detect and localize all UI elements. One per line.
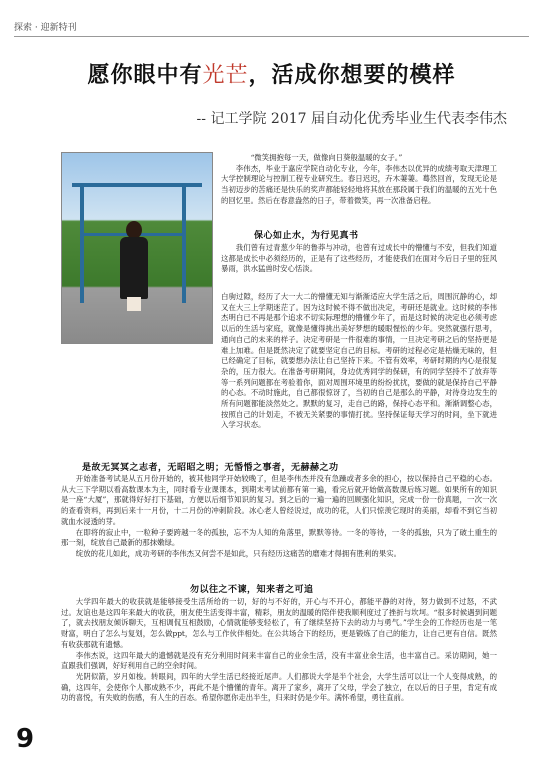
title-highlight: 光芒 (202, 63, 249, 88)
section-header: 探索 · 迎新特刊 (14, 23, 77, 33)
paragraph: 李伟杰说，这四年最大的遗憾就是没有充分利用时间来丰富自己的业余生活，没有丰富业余生活，也丰富自己。采访期间，她一直跟我们强调，好好利用自己的空余时间。 (61, 650, 497, 671)
title-part1: 愿你眼中有 (87, 63, 203, 88)
article-title (0, 58, 543, 89)
intro-paragraph: 李伟杰，毕业于嘉应学院自动化专业，今年，李伟杰以优异的成绩考取天津理工大学控制理论与控制工程专业研究生。春日迟迟，卉木萋萋。蓦然回首，发现无论是当初迈步的苦痛还是快乐的奖声都能轻轻地将其放在那段属于我们的温暖的五光十色的回忆里。然后在春意盎然的日子，带着微笑，再一次准备启程。 (221, 163, 497, 205)
paragraph: 我们曾有过青葱少年的鲁莽与冲动，也曾有过成长中的懵懂与不安，但我们知道这都是成长中必须经历的，正是有了这些经历，才能使我们在面对今后日子里的狂风暴雨，洪水猛兽时安心恬淡。 (221, 243, 497, 274)
byline: -- 记工学院 2017 届自动化优秀毕业生代表李伟杰 (196, 111, 507, 127)
section3-text (61, 597, 497, 704)
subheading-2: 是故无冥冥之志者，无昭昭之明；无惛惛之事者，无赫赫之功 (82, 463, 339, 473)
paragraph: 开始准备考试是从五月份开始的，被其他同学开始较晚了，但是李伟杰并没有急躁或者多余的担心，按以保持自己平稳的心态。从大三下学期以看高数课本为主，同时看专业课课本，到期末考试前都有第一遍，看完后就开始做高数课后练习题。如果所有的知识是一座“大厦”，那就得好好打下基础，方便以后细节知识的复习。到之后的一遍一遍的回顾强化知识，完成一份一份真题，一次一次的查看资料，再到后来十一月份，十二月份的冲刺阶段。冰心老人曾经说过，成功的花，人们只惊羡它现时的美丽，却看不到它当初就血水浸透的芽。 (61, 474, 497, 526)
header-rule (14, 36, 529, 37)
intro-quote: “微笑拥抱每一天，做像向日葵般温暖的女子。” (250, 153, 403, 162)
paragraph: 光阴似箭，岁月如梭。转眼间，四年的大学生活已经接近尾声。人们都说大学是半个社会，大学生活可以让一个人变得成熟，的确，这四年，会使你个人都成熟不少，再此不是个懵懂的青年。离开了家乡，离开了父母，学会了独立，在以后的日子里，肯定有成功的喜悦，有失败的伤感，有人生的百态。希望你愿你走出半生，归来时仍是少年。满怀希望，勇往直前。 (61, 671, 497, 703)
paragraph: 白驹过隙，经历了大一大二的懵懂无知与渐渐适应大学生活之后，周围沉静的心，却又在大三上学期迷茫了。因为这时候不得不做出决定，考研还是就业。这时候的李伟杰明白已不再是那个追求不切实际理想的懵懂少年了，而是这时候的决定也必须考虑以后的生活与家庭，就像是懂得挑出美好梦想的暖眼惺忪的少年。突然就强行思考，通向自己的未来的样子。决定考研是一件很难的事情，一旦决定考研之后的坚持更是难上加难。但是既然决定了就要坚定自己的目标。考研的过程必定是枯燥无味的，但已经确定了目标，就要想办法让自己坚持下来。不管有效率，考研时期的内心是很复杂的，压力很大。在准备考研期间，身边优秀同学的保研，有的同学坚持不了放弃等等一系列问题都在考验着你，面对周围环境里的纷纷扰扰，要做的就是保持自己平静的心态。不动时施此，自己都很惊讶了，当初的自己是那么的平静，对待身边发生的所有问题都能淡然处之。默默的复习，走自己的路，保持心态平和。渐渐调整心态，按照自己的计划走，不被无关紧要的事情打扰。坚持保证每天学习的时间，坐下就进入学习状态。 (221, 292, 497, 430)
page-number: 9 (16, 724, 35, 754)
section1-para2 (61, 292, 497, 431)
intro-text (221, 153, 497, 207)
section2-text (61, 474, 497, 560)
title-part2: ，活成你想要的模样 (248, 63, 456, 88)
paragraph: 绽放的花儿如此，成功考研的李伟杰又何尝不是如此，只有经历这痛苦的磨难才得拥有胜利的果实。 (75, 548, 401, 558)
paragraph: 在即将的寂止中，一粒种子要跨越一冬的孤独，忘不为人知的角落里，默默等待。一冬的等待，一冬的孤独，只为了破土重生的那一刻，绽放自己最新的那抹嫩绿。 (61, 527, 497, 548)
subheading-3: 勿以往之不谏，知来者之可追 (190, 585, 314, 595)
subheading-1: 保心如止水，为行见真书 (254, 231, 359, 241)
paragraph: 大学四年最大的收获就是能够接受生活所给的一切，好的与不好的，开心与不开心，都能平静的对待，努力做到不过怒，不武过。友谊也是这四年来最大的收获，朋友使生活变得丰富，精彩，朋友的温暖的陪伴使我顺利度过了挫折与坎坷。“很多时候遇到问题了，就去找朋友倾诉聊天，互相调侃互相鼓励，心情就能够变轻松了，有了继续坚持下去的动力与勇气。”学生会的工作经历也是一笔财富，明白了怎么与复划，怎么做ppt，怎么与工作伙伴相处。在公共场合下的经历，更是锻炼了自己的能力，让自己更有自信。既然有收获那就有遗憾。 (61, 597, 497, 649)
section1-para1 (221, 243, 497, 275)
